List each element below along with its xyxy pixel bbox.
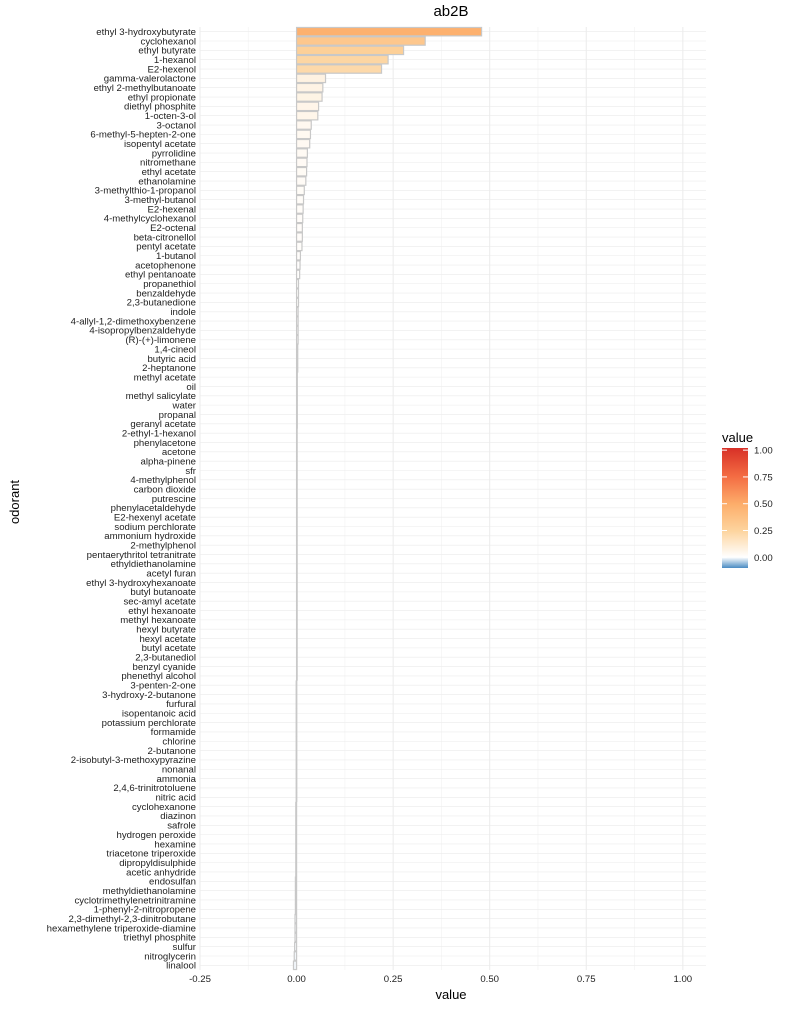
y-tick-label: carbon dioxide [133,484,196,496]
bar [297,504,298,512]
y-tick-label: 4-isopropylbenzaldehyde [89,325,196,337]
y-tick-label: E2-hexenol [147,64,196,76]
y-tick-label: isopentanoic acid [121,708,196,720]
bar [297,326,299,334]
bar [297,233,303,241]
bar [296,868,297,876]
y-tick-label: diazinon [160,811,196,823]
y-tick-label: ethyl butyrate [138,45,196,57]
y-tick-label: 2,3-butanedione [126,297,196,309]
bar [297,578,298,586]
y-tick-label: potassium perchlorate [101,717,196,729]
y-tick-label: indole [170,307,196,319]
bar [296,718,297,726]
y-tick-label: cyclohexanol [140,36,196,48]
y-tick-label: hexyl butyrate [136,624,196,636]
legend-tick-label: 0.75 [754,472,773,484]
bar [296,681,297,689]
bar [297,569,298,577]
y-tick-label: 2-isobutyl-3-methoxypyrazine [70,755,196,767]
bar [296,784,297,792]
bar [297,625,298,633]
bar [297,55,389,63]
bar [296,709,297,717]
y-tick-label: E2-octenal [150,223,196,235]
bar [295,886,296,894]
y-tick-label: benzyl cyanide [132,661,196,673]
y-tick-label: putrescine [151,493,196,505]
bar [297,336,299,344]
y-tick-label: 1-phenyl-2-nitropropene [93,904,196,916]
bar [297,83,323,91]
legend-tick-label: 0.25 [754,526,773,537]
y-tick-label: sfr [185,465,196,477]
y-tick-label: acetone [161,447,196,459]
legend-tick-label: 0.50 [754,499,773,511]
bar [297,382,298,390]
y-tick-label: ethyl 3-hydroxybutyrate [96,26,196,38]
y-tick-label: beta-citronellol [133,232,196,244]
bar [297,289,299,297]
bar [297,177,306,185]
bar [297,550,298,558]
y-tick-label: butyl acetate [141,643,196,655]
y-tick-label: geranyl acetate [130,419,196,431]
bar [295,924,297,932]
y-tick-label: 2-heptanone [142,363,196,375]
bar [297,261,300,269]
y-tick-label: triethyl phosphite [123,932,196,944]
bar [297,588,298,596]
bar [297,102,319,110]
bar [297,438,298,446]
bar [297,672,298,680]
chart-title: ab2B [433,3,469,20]
y-tick-label: 2-butanone [147,745,196,757]
bar [296,821,297,829]
bar [297,308,299,316]
bar [297,541,298,549]
bar [296,840,297,848]
bar [296,765,297,773]
bar [297,354,298,362]
y-tick-label: 4-methylcyclohexanol [103,213,196,225]
y-tick-label: butyl butanoate [130,587,196,599]
bar [296,746,297,754]
bar [297,158,307,166]
bar [297,46,404,54]
bar [297,130,311,138]
y-tick-label: acetophenone [135,260,196,272]
y-tick-label: sodium perchlorate [114,521,196,533]
bar [294,952,296,960]
x-axis-title: value [435,987,467,1002]
bar [295,877,296,885]
x-tick-label: -0.25 [189,974,211,985]
y-tick-label: 1-octen-3-ol [144,110,196,122]
x-tick-label: 0.75 [576,974,596,985]
legend-colorbar [722,448,748,568]
y-tick-label: cyclohexanone [131,801,196,813]
y-tick-label: endosulfan [149,876,196,888]
x-tick-labels [189,974,692,985]
y-tick-label: 1-hexanol [153,54,196,66]
bar [297,196,304,204]
y-tick-label: alpha-pinene [140,456,196,468]
bar [297,214,303,222]
y-tick-label: 3-methylthio-1-propanol [94,185,196,197]
y-tick-label: oil [186,381,196,393]
y-tick-label: methyl salicylate [125,391,196,403]
y-tick-label: cyclotrimethylenetrinitramine [74,895,196,907]
bar [295,914,297,922]
y-tick-label: E2-hexenyl acetate [113,512,196,524]
bar [296,830,297,838]
y-tick-label: 4-allyl-1,2-dimethoxybenzene [70,316,196,328]
y-tick-label: pentaerythritol tetranitrate [86,549,196,561]
bar [297,466,298,474]
y-tick-label: acetyl furan [146,568,196,580]
y-tick-label: ethyl propionate [127,92,196,104]
y-tick-label: 2-ethyl-1-hexanol [121,428,196,440]
y-tick-label: formamide [150,727,196,739]
bar [297,476,298,484]
bar [297,420,298,428]
x-tick-label: 0.25 [383,974,403,985]
bar [297,121,312,129]
color-legend [722,430,773,568]
bar [297,485,298,493]
y-tick-label: triacetone triperoxide [106,848,196,860]
y-tick-label: linalool [166,960,196,972]
y-tick-label: ethyl pentanoate [125,269,196,281]
y-tick-label: safrole [167,820,196,832]
y-tick-label: methyl acetate [133,372,196,384]
bar [297,653,298,661]
bar [296,774,297,782]
y-tick-label: acetic anhydride [126,867,196,879]
y-tick-label: 3-octanol [156,120,196,132]
y-tick-label: hydrogen peroxide [116,829,196,841]
bar [296,756,297,764]
y-tick-label: 3-hydroxy-2-butanone [102,689,196,701]
y-tick-label: nitromethane [140,157,196,169]
y-tick-label: 2,4,6-trinitrotoluene [113,783,196,795]
bar [293,961,296,969]
y-tick-label: dipropyldisulphide [119,857,196,869]
bar [297,252,301,260]
bar [296,728,297,736]
bar [297,560,298,568]
y-tick-label: butyric acid [147,353,196,365]
y-tick-label: nitric acid [155,792,196,804]
bar [297,224,303,232]
y-tick-label: hexamethylene triperoxide-diamine [46,923,196,935]
y-tick-label: sulfur [172,941,196,953]
y-tick-label: ethanolamine [138,176,196,188]
bar [297,392,298,400]
bar [297,522,298,530]
y-tick-label: sec-amyl acetate [123,596,196,608]
bar [297,513,298,521]
y-tick-label: E2-hexenal [147,204,196,216]
bar [297,317,299,325]
y-tick-label: (R)-(+)-limonene [125,335,196,347]
bar [295,896,296,904]
bar [297,457,298,465]
y-tick-label: benzaldehyde [136,288,196,300]
y-tick-label: ethyl 3-hydroxyhexanoate [86,577,196,589]
y-tick-label: 2,3-butanediol [135,652,196,664]
bar [297,74,326,82]
bar [297,37,426,45]
bar [297,532,298,540]
y-tick-label: furfural [166,699,196,711]
bar [297,597,298,605]
y-tick-label: phenethyl alcohol [121,671,196,683]
bar [297,168,307,176]
bar [297,401,298,409]
bar [297,270,300,278]
bar [296,700,297,708]
bar [297,298,299,306]
x-tick-label: 0.50 [480,974,500,985]
y-tick-label: nitroglycerin [144,951,196,963]
bar [297,345,298,353]
bar [297,662,298,670]
y-tick-label: 2,3-dimethyl-2,3-dinitrobutane [68,913,196,925]
y-tick-label: 4-methylphenol [130,475,196,487]
grid [200,27,706,970]
y-tick-label: 2-methylphenol [130,540,196,552]
y-tick-label: ethyldiethanolamine [110,559,196,571]
bar [296,690,297,698]
y-tick-label: hexyl acetate [139,633,196,645]
y-tick-label: water [172,400,196,412]
bar [297,93,322,101]
y-tick-label: hexamine [154,839,196,851]
bar [296,737,297,745]
bar [297,634,298,642]
bar [297,644,298,652]
y-tick-label: 3-methyl-butanol [124,195,196,207]
y-tick-label: pentyl acetate [136,241,196,253]
y-tick-label: propanal [158,409,196,421]
bar [296,858,297,866]
y-tick-label: ethyl hexanoate [128,605,196,617]
y-tick-label: methyl hexanoate [120,615,196,627]
y-tick-label: diethyl phosphite [123,101,196,113]
bar [296,802,297,810]
bar [297,186,305,194]
y-tick-label: 6-methyl-5-hepten-2-one [90,129,196,141]
x-tick-label: 0.00 [287,974,306,985]
bar [297,27,482,35]
y-tick-label: ethyl acetate [141,167,196,179]
y-tick-label: phenylacetaldehyde [110,503,196,515]
legend-tick-label: 1.00 [754,445,773,457]
bar [297,373,298,381]
y-tick-label: ammonium hydroxide [104,531,196,543]
bar [297,205,304,213]
y-tick-label: 1,4-cineol [154,344,196,356]
bar [297,149,308,157]
bar [297,616,298,624]
y-tick-label: 3-penten-2-one [130,680,196,692]
bar [297,448,298,456]
y-tick-label: propanethiol [143,279,196,291]
y-tick-label: ethyl 2-methylbutanoate [93,82,196,94]
y-tick-label: gamma-valerolactone [103,73,196,85]
y-axis-title: odorant [7,479,22,525]
bar [297,65,382,73]
y-tick-label: isopentyl acetate [124,139,196,151]
legend-title: value [722,430,754,445]
y-tick-label: 1-butanol [155,251,196,263]
bar [296,793,297,801]
y-tick-label: nonanal [161,764,196,776]
bar [295,942,297,950]
y-tick-label: chlorine [162,736,196,748]
y-tick-label: methyldiethanolamine [102,885,196,897]
y-tick-label: phenylacetone [133,437,196,449]
bar [297,111,318,119]
x-tick-label: 1.00 [673,974,693,985]
bar [297,364,298,372]
bar [297,140,310,148]
y-tick-label: ammonia [156,773,196,785]
bar [296,849,297,857]
bar [296,812,297,820]
bar [297,410,298,418]
bar [297,242,302,250]
bar [297,606,298,614]
legend-tick-label: 0.00 [754,552,773,564]
y-tick-labels [47,27,197,972]
bar [295,905,296,913]
bar [297,429,298,437]
bar [295,933,297,941]
bar [297,494,298,502]
y-tick-label: pyrrolidine [151,148,196,160]
bar [297,280,299,288]
